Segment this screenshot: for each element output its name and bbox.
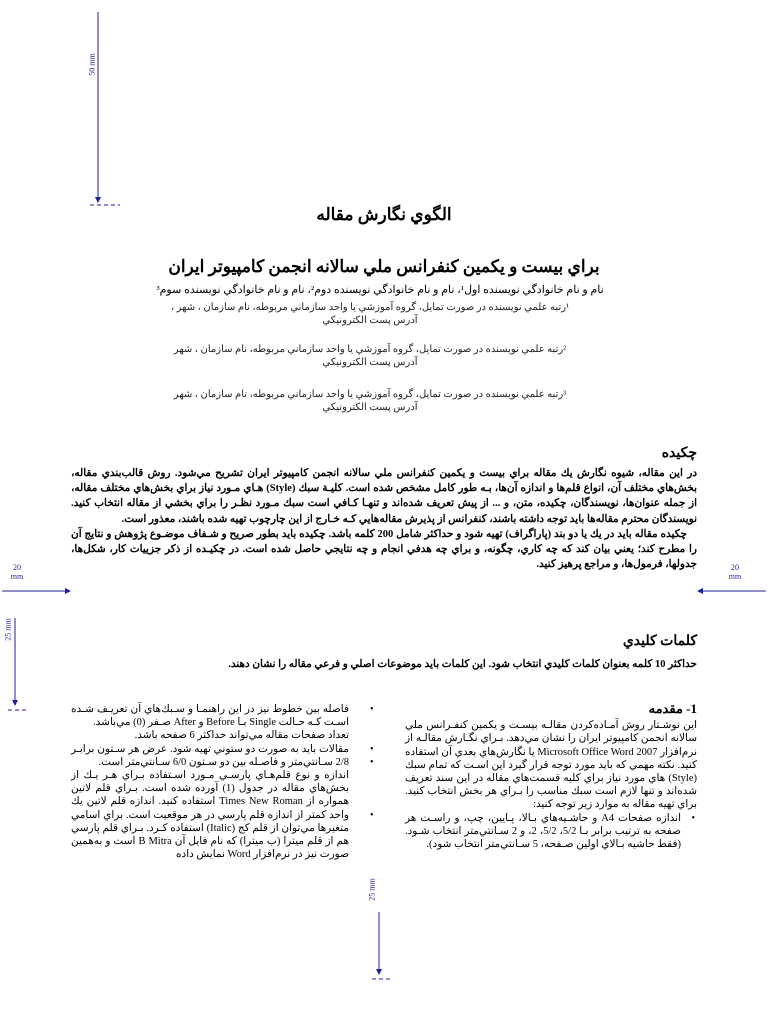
right-margin-unit: mm [728, 572, 742, 581]
right-margin-value: 20 [731, 563, 739, 572]
bullet-icon: • [370, 744, 374, 755]
list-item-text: اندازه و نوع قلم‌هـاي پارسـي مـورد اسـتفاده بـراي هـر يـك از بخش‌هاي مقاله در جدول (1) آورده شده است. بـراي قلم لاتين همواره از Times New Roman استفاده كنيد. اندازه قلم لاتين يك واحد كمتر از اندازه قلم پارسي در هر موقعيت است. براي اسامي متغيرها مي‌توان از قلم كج (Italic) استفاده كـرد. بـراي قلم پارسي هم از قلم ميترا (ب ميترا) كه نام فايل آن B Mitra است و به‌همين صورت نيز در نرم‌افزار Word نمايش داده [71, 770, 349, 861]
affiliation-text: ¹رتبه علمي نويسنده در صورت تمايل، گروه آموزشي يا واحد سازماني مربوطه، نام سازمان ، شهر ، [170, 302, 570, 313]
affiliation-email: آدرس پست الكترونيكي [322, 402, 418, 413]
section-margin-label: 25 mm [3, 618, 13, 641]
left-margin-value: 20 [13, 563, 21, 572]
affiliation-3 [150, 388, 590, 414]
left-margin-label [2, 563, 32, 581]
intro-paragraph: اين نوشـتار روش آمـاده‌كردن مقالـه بيسـت و يكمين كنفـرانس ملي سالانه انجمن كامپيوتر ايران را نشان مي‌دهد. بـراي نگـارش مقالـه از نرم‌افزار Microsoft Office Word 2007 يا نگارش‌هاي بعدي آن استفاده كنيد. نكته مهمي كه بايد مورد توجه قرار گيرد اين اسـت كه تمام سبك (Style) هاي مورد نياز براي كليه قسمت‌هاي مقاله در اين سند تعريف شده‌اند و تنها لازم است سبك مناسب را بـراي هر بخش انتخاب كنيد. براي تهيه مقاله به موارد زير توجه كنيد: [405, 720, 697, 811]
abstract-heading: چكيده [661, 446, 697, 461]
abstract-paragraph: چكيده مقاله بايد در يك يا دو بند (پاراگراف) تهيه شود و حداكثر شامل 200 كلمه باشد. چكيده بايد بطور صريح و شـفاف موضـوع پژوهش و نتايج آن را مطرح كند؛ يعني بيان كند كه چه كاري، چگونه، و براي چه هدفي انجام و چه نتايجي حاصل شده است. در چكيـده از ذكر جزييات كار، شكل‌ها، جدولها، فرمول‌ها، و مراجع پرهيز كنيد. [71, 528, 697, 571]
bullet-icon: • [370, 757, 374, 768]
keywords-body: حداكثر 10 كلمه بعنوان كلمات كليدي انتخاب شود. اين كلمات بايد موضوعات اصلي و فرعي مقاله را نشان دهند. [228, 659, 697, 670]
intro-list [405, 812, 697, 852]
abstract-paragraph: در اين مقاله، شيوه نگارش يك مقاله براي بيست و يكمين كنفرانس ملي سالانه انجمن كامپيوتر ايران تشريح مي‌شود. روش قالب‌بندي مقاله، بخش‌هاي مختلف آن، انواع قلم‌ها و اندازه آن‌ها، بـه طور كامل مشخص شده است. كليـة سبك (Style) هـاي مـورد نياز براي بخش‌هاي مختلف مقاله، از جمله عنوان‌ها، نويسندگان، چكيده، متن، و ... از پيش تعريف شده‌اند و تنهـا كـافي است سبك مـورد نظـر را براي بخشي از مقاله انتخاب كنيد. نويسندگان محترم مقاله‌ها بايد توجه داشته باشند، كنفرانس از پذيرش مقاله‌هايي كـه خـارج از اين چارچوب تهيه شده باشند، معذور است. [71, 468, 697, 525]
paper-subtitle: براي بيست و يكمين كنفرانس ملي سالانه انجمن كامپيوتر ايران [168, 257, 600, 276]
bottom-margin-label: 25 mm [367, 878, 377, 901]
bullet-icon: • [370, 810, 374, 821]
left-column-bullets [370, 703, 374, 822]
authors-line: نام و نام خانوادگي نويسنده اول¹، نام و نام خانوادگي نويسنده دوم²، نام و نام خانوادگي نويسنده سوم³ [156, 284, 604, 296]
affiliation-text: ²رتبه علمي نويسنده در صورت تمايل، گروه آموزشي يا واحد سازماني مربوطه، نام سازمان ، شهر [173, 344, 567, 355]
list-item-text: اندازه صفحات A4 و حاشـيه‌هاي بـالا، پـايين، چپ، و راسـت هر صفحه به ترتيب برابر بـا 5/2، 5/2، 2، و 2 سـانتي‌متر انتخاب شـود. (فقط حاشيه بـالاي اولين صـفحه، 5 سـانتي‌متر انتخاب شود). [405, 812, 681, 851]
top-margin-label: 50 mm [87, 53, 97, 76]
bullet-icon: • [370, 704, 374, 715]
left-margin-unit: mm [10, 572, 24, 581]
keywords-heading: كلمات كليدي [622, 634, 697, 649]
intro-heading: 1- مقدمه [648, 701, 697, 716]
list-item-text: فاصله بين خطوط نيز در اين راهنمـا و سـبك‌هاي آن تعريـف شـده اسـت كـه حـالت Single بـا Before و After صـفر (0) مي‌باشد. [71, 704, 349, 729]
abstract-body [71, 466, 697, 572]
list-item-text: مقالات بايد به صورت دو ستوني تهيه شود. عرض هر سـتون برابـر 2/8 سـانتي‌متر و فاصـله بين دو سـتون 6/0 سـانتي‌متر است. [71, 743, 349, 768]
list-item-text: تعداد صفحات مقاله مي‌تواند حداكثر 6 صفحه باشد. [134, 730, 349, 742]
affiliation-email: آدرس پست الكترونيكي [322, 315, 418, 326]
affiliation-text: ³رتبه علمي نويسنده در صورت تمايل، گروه آموزشي يا واحد سازماني مربوطه، نام سازمان ، شهر [173, 389, 567, 400]
list-item [405, 812, 697, 852]
paper-title: الگوي نگارش مقاله [316, 205, 452, 224]
intro-column [405, 702, 697, 851]
left-column [71, 703, 349, 861]
affiliation-1 [150, 301, 590, 327]
bullet-icon: • [691, 812, 695, 824]
affiliation-2 [150, 343, 590, 369]
right-margin-label [720, 563, 750, 581]
affiliation-email: آدرس پست الكترونيكي [322, 357, 418, 368]
